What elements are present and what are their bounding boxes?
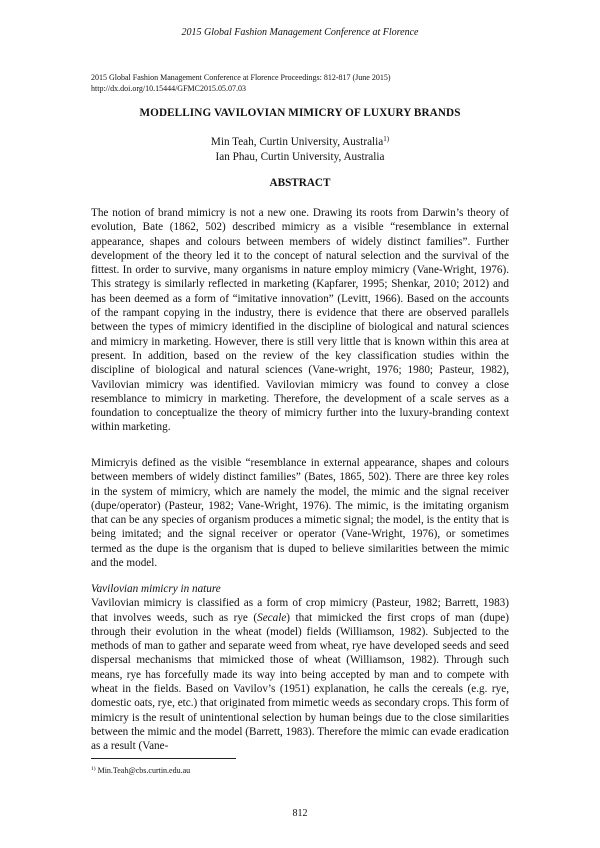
footnote-email[interactable]: Min.Teah@cbs.curtin.edu.au [97, 766, 191, 775]
author-list [0, 135, 600, 165]
doi-link[interactable]: http://dx.doi.org/10.15444/GFMC2015.05.07.03 [91, 84, 246, 93]
abstract-paragraph: The notion of brand mimicry is not a new one. Drawing its roots from Darwin’s theory of evolution, Bate (1862, 502) described mimicry as a visible “resemblance in external appearance, shapes and colours between members of widely distinct families”. Further development of the theory led it to the concept of natural selection and the survival of the fittest. In order to survive, many organisms in nature employ mimicry (Vane-Wright, 1976). This strategy is similarly reflected in marketing (Kapfarer, 1995; Shenkar, 2010; 2012) and has been deemed as a form of “imitative innovation” (Levitt, 1966). Based on the accounts of the rampant copying in the industry, there is evidence that there are observed parallels between the types of mimicry identified in the discipline of biological and natural sciences and mimicry in marketing. However, there is still very little that is known within this area at present. In addition, based on the review of the key classification studies within the discipline of biological and natural sciences (Vane-wright, 1976; 1980; Pasteur, 1982), Vavilovian mimicry was identified. Vavilovian mimicry was found to convey a close resemblance to mimicry in marketing. Therefore, the development of a scale serves as a foundation to conceptualize the theory of mimicry further into the luxury-branding context within marketing. [91, 207, 509, 434]
running-header: 2015 Global Fashion Management Conference at Florence [181, 27, 419, 38]
proceedings-citation: 2015 Global Fashion Management Conference at Florence Proceedings: 812-817 (June 2015) [91, 73, 391, 82]
species-name: Secale [257, 611, 287, 624]
author-2: Ian Phau, Curtin University, Australia [215, 151, 385, 163]
abstract-heading: ABSTRACT [269, 177, 331, 189]
page-number: 812 [292, 808, 308, 819]
author-1-footnote-marker: 1) [383, 135, 390, 143]
footnote-marker: 1) [91, 766, 96, 772]
vavilovian-section [91, 582, 509, 754]
proceedings-info [91, 72, 511, 94]
mimicry-definition-paragraph: Mimicryis defined as the visible “resemblance in external appearance, shapes and colours between members of widely distinct families” (Bates, 1865, 502). There are three key roles in the system of mimicry, which are namely the model, the mimic and the signal receiver (dupe/operator) (Pasteur, 1982; Vane-Wright, 1976). The mimic, is the imitating organism that can be any species of organism produces a mimetic signal; the model, is the entity that is being imitated; and the signal receiver or operator (Vane-Wright, 1976), or sometimes termed as the dupe is the organism that is duped to believe similarities between the mimic and the model. [91, 457, 509, 570]
footnote-divider [91, 758, 236, 759]
section-subheading: Vavilovian mimicry in nature [91, 583, 221, 595]
vavilovian-paragraph: Vavilovian mimicry is classified as a form of crop mimicry (Pasteur, 1982; Barrett, 1983) that involves weeds, such as rye (Secale) that mimicked the first crops of man (dupe) through their evolution in the wheat (model) fields (Williamson, 1982). Subjected to the methods of man to gather and separate weed from wheat, rye have developed seeds and seed dispersal mechanisms that mimicked those of wheat (Williamson, 1982). Through such means, rye has forcefully made its way into being accepted by man and to compete with wheat in the fields. Based on Vavilov’s (1951) explanation, he calls the cereals (e.g. rye, domestic oats, rye, etc.) that originated from mimetic weeds as secondary crops. This form of mimicry is the result of unintentional selection by human beings due to the close similarities between the mimic and the model (Barrett, 1983). Therefore the mimic can evade eradication as a result (Vane- [91, 597, 509, 753]
author-1-name: Min Teah, Curtin University, Australia [210, 136, 384, 148]
author-1 [0, 135, 600, 150]
footnote [91, 766, 190, 775]
paper-title: MODELLING VAVILOVIAN MIMICRY OF LUXURY BRANDS [139, 107, 461, 119]
